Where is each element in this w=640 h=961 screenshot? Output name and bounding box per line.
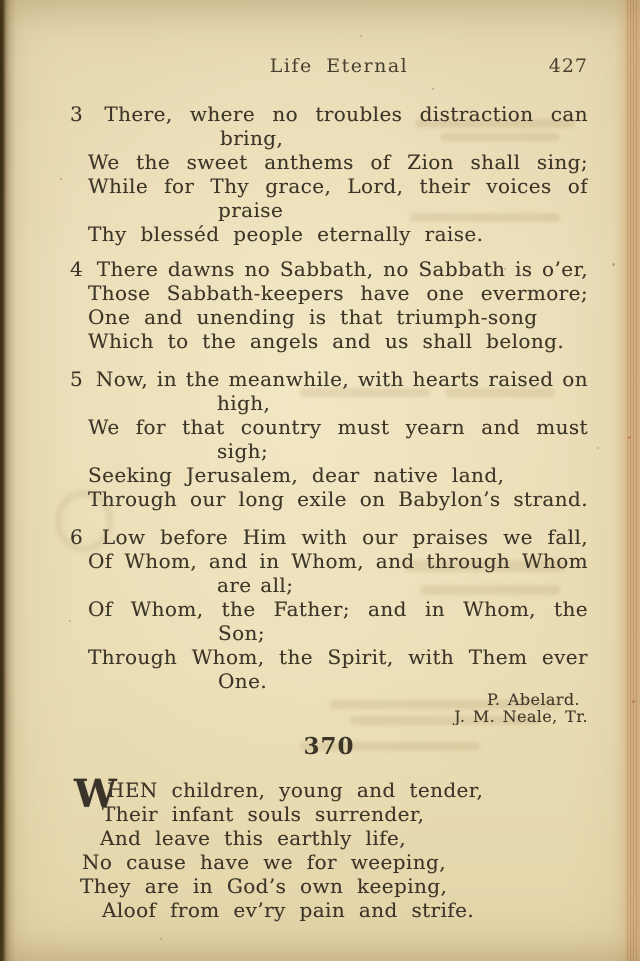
verse-line: 6 Low before Him with our praises we fall, xyxy=(70,525,588,549)
hymn-line: They are in God’s own keeping, xyxy=(80,874,448,898)
drop-cap-initial: W xyxy=(74,771,117,816)
paper-speck xyxy=(597,447,599,449)
verse-3 xyxy=(70,102,588,246)
page-number: 427 xyxy=(548,55,588,77)
verse-line: Of Whom, the Father; and in Whom, the xyxy=(88,597,588,621)
hymn-line: HEN children, young and tender, xyxy=(107,778,484,802)
paper-speck xyxy=(432,88,434,90)
paper-speck xyxy=(612,263,615,266)
verse-number: 5 xyxy=(70,367,84,391)
verse-line: sigh; xyxy=(217,439,269,463)
page-edge-stack xyxy=(616,0,640,961)
hymn-number: 370 xyxy=(303,733,355,760)
running-header-title: Life Eternal xyxy=(269,55,409,77)
verse-line: praise xyxy=(218,198,284,222)
hymn-line: Their infant souls surrender, xyxy=(102,802,425,826)
verse-6 xyxy=(70,525,588,693)
verse-line: Thy blesséd people eternally raise. xyxy=(88,222,484,246)
paper-speck xyxy=(632,700,635,703)
verse-line: 5 Now, in the meanwhile, with hearts raised on xyxy=(70,367,588,391)
verse-line: bring, xyxy=(220,126,284,150)
verse-line: Those Sabbath-keepers have one evermore; xyxy=(88,281,588,305)
verse-line: Through Whom, the Spirit, with Them ever xyxy=(88,645,588,669)
verse-number: 4 xyxy=(70,257,84,281)
hymn-line: Aloof from ev’ry pain and strife. xyxy=(102,898,475,922)
verse-line: One and unending is that triumph-song xyxy=(88,305,538,329)
verse-line: Which to the angels and us shall belong. xyxy=(88,329,565,353)
paper-speck xyxy=(60,178,62,180)
hymn-line: No cause have we for weeping, xyxy=(82,850,446,874)
hymn-370-stanza xyxy=(70,771,588,922)
hymn-line: And leave this earthly life, xyxy=(100,826,406,850)
verse-5 xyxy=(70,367,588,511)
verse-number: 3 xyxy=(70,102,84,126)
verse-line: Through our long exile on Babylon’s strand. xyxy=(88,487,588,511)
verse-line: are all; xyxy=(217,573,294,597)
verse-line: While for Thy grace, Lord, their voices of xyxy=(88,174,588,198)
verse-line: Of Whom, and in Whom, and through Whom xyxy=(88,549,588,573)
verse-4 xyxy=(70,257,588,353)
verse-number: 6 xyxy=(70,525,84,549)
verse-line: high, xyxy=(217,391,271,415)
attribution xyxy=(70,691,588,725)
binding-shadow xyxy=(0,0,16,961)
verse-line: Son; xyxy=(218,621,265,645)
paper-speck xyxy=(160,938,162,940)
verse-line: We the sweet anthems of Zion shall sing; xyxy=(88,150,588,174)
paper-speck xyxy=(360,35,362,37)
verse-line: We for that country must yearn and must xyxy=(88,415,588,439)
verse-line: Seeking Jerusalem, dear native land, xyxy=(88,463,505,487)
attribution-author: P. Abelard. xyxy=(487,691,580,708)
paper-speck xyxy=(628,436,631,439)
verse-line: One. xyxy=(218,669,268,693)
verse-line: 4 There dawns no Sabbath, no Sabbath is o’er, xyxy=(70,257,588,281)
verse-line: 3 There, where no troubles distraction can xyxy=(70,102,588,126)
attribution-translator: J. M. Neale, Tr. xyxy=(454,708,588,725)
